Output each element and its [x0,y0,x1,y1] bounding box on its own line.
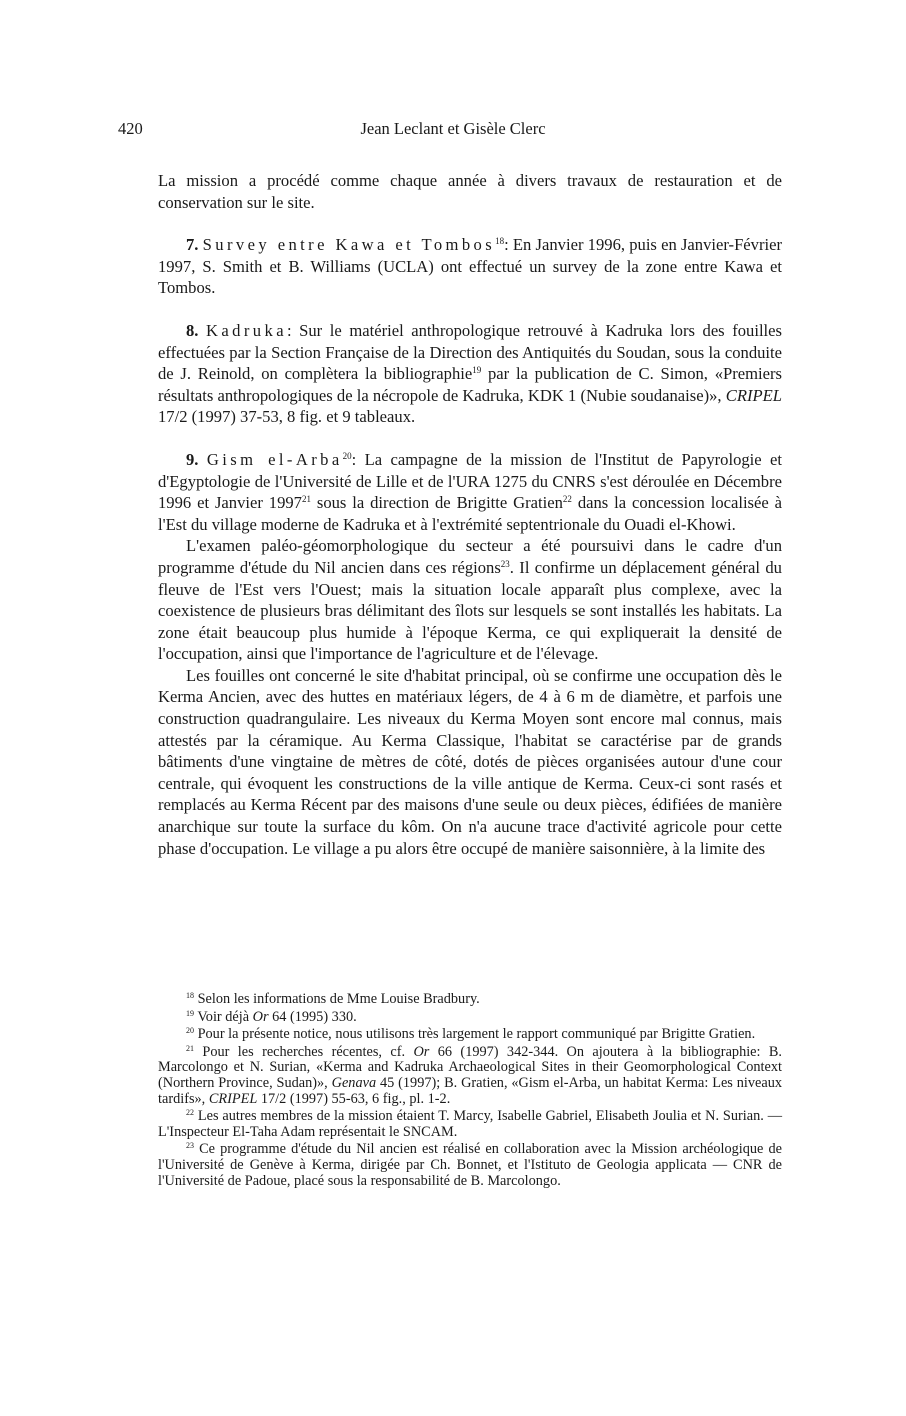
page-header [0,119,906,143]
footnote-ref: 22 [562,494,572,505]
journal-title: CRIPEL [208,1090,258,1107]
section-9-paragraph: 9. Gism el-Arba$^{20}$: La campagne de la mission de l'Institut de Papyrologie et d'Egyptologie de l'Université de Lille et de l'URA 1275 du CNRS s'est déroulée en Décembre 1996 et Janvier 1997$^{21}$ sous la direction de Brigitte Gratien$^{22}$ dans la concession localisée à l'Est du village moderne de Kadruka et à l'extrémité septentrionale du Ouadi el-Khowi. [158,449,783,534]
footnote-22: $^{22}$ Les autres membres de la mission étaient T. Marcy, Isabelle Gabriel, Elisabeth Joulia et N. Surian. — L'Inspecteur El-Taha Adam représentait le SNCAM. [158,1108,782,1140]
footnote-20: $^{20}$ Pour la présente notice, nous utilisons très largement le rapport communiqué par Brigitte Gratien. [186,1026,756,1043]
footnote-ref: 23 [500,558,510,569]
page-number: 420 [118,119,143,138]
footnote-18: $^{18}$ Selon les informations de Mme Louise Bradbury. [186,991,480,1007]
section-number: 8. [186,320,199,340]
section-7-paragraph: 7. Survey entre Kawa et Tombos$^{18}$: En Janvier 1996, puis en Janvier-Février 1997, S. Smith et B. Williams (UCLA) ont effectué un survey de la zone entre Kawa et Tombos. [158,235,782,298]
section-number: 7. [186,235,199,255]
section-title: Kadruka [206,320,287,340]
footnote-ref: 20 [342,450,352,461]
main-text [158,170,782,859]
footnotes [158,992,782,1189]
journal-title: Or [252,1008,269,1025]
footnote-ref: 18 [495,236,505,247]
section-8-paragraph: 8. Kadruka: Sur le matériel anthropologique retrouvé à Kadruka lors des fouilles effectuées par la Section Française de la Direction des Antiquités du Soudan, sous la conduite de J. Reinold, on complètera la bibliographie$^{19}$ par la publication de C. Simon, «Premiers résultats anthropologiques de la nécropole de Kadruka, KDK 1 (Nubie soudanaise)», CRIPEL 17/2 (1997) 37-53, 8 fig. et 9 tableaux. [158,320,782,427]
section-number: 9. [186,449,199,469]
footnote-19: $^{19}$ Voir déjà Or 64 (1995) 330. [186,1008,357,1025]
section-title: Gism el-Arba [206,449,343,469]
section-title: Survey entre Kawa et Tombos [202,235,496,255]
footnote-ref: 21 [301,494,311,505]
excavation-paragraph: Les fouilles ont concerné le site d'habitat principal, où se confirme une occupation dès le Kerma Ancien, avec des huttes en matériaux légers, de 4 à 6 m de diamètre, et parfois une construction quadrangulaire. Les niveaux du Kerma Moyen sont encore mal connus, mais attestés par la céramique. Au Kerma Classique, l'habitat se caractérise par de grands bâtiments d'une vingtaine de mètres de côté, dotés de pièces organisées autour d'une cour centrale, qui évoquent les constructions de la ville antique de Kerma. Ceux-ci sont rasés et remplacés au Kerma Récent par des maisons d'une seule ou deux pièces, édifiées de manière anarchique sur toute la surface du kôm. On n'a aucune trace d'activité agricole pour cette phase d'occupation. Le village a pu alors être occupé de manière saisonnière, à la limite des [158,665,782,858]
paleo-paragraph: L'examen paléo-géomorphologique du secteur a été poursuivi dans le cadre d'un programme d'étude du Nil ancien dans ces régions$^{23}$. Il confirme un déplacement général du fleuve de l'Est vers l'Ouest; mais la situation locale apparaît plus complexe, avec la coexistence de plusieurs bras délimitant des îlots sur lesquels se sont installés les habitats. La zone était beaucoup plus humide à l'époque Kerma, ce qui expliquerait la densité de l'occupation, ainsi que l'importance de l'agriculture et de l'élevage. [158,536,782,664]
journal-title: Genava [331,1074,377,1091]
intro-paragraph: La mission a procédé comme chaque année à divers travaux de restauration et de conservation sur le site. [158,171,782,212]
footnote-21: $^{21}$ Pour les recherches récentes, cf. Or 66 (1997) 342-344. On ajoutera à la bibliographie: B. Marcolongo et N. Surian, «Kerma and Kadruka Archaeological Sites in their Geomorphological Context (Northern Province, Sudan)», Genava 45 (1997); B. Gratien, «Gism el-Arba, un habitat Kerma: Les niveaux tardifs», CRIPEL 17/2 (1997) 55-63, 6 fig., pl. 1-2. [158,1043,783,1107]
footnote-ref: 19 [472,365,482,376]
running-head: Jean Leclant et Gisèle Clerc [360,119,546,138]
journal-title: Or [413,1043,430,1060]
footnote-23: $^{23}$ Ce programme d'étude du Nil ancien est réalisé en collaboration avec la Mission archéologique de l'Université de Genève à Kerma, dirigée par Ch. Bonnet, et l'Istituto de Geologia applicata — CNR de l'Université de Padoue, placé sous la responsabilité de B. Marcolongo. [158,1141,782,1189]
journal-title: CRIPEL [725,385,782,405]
